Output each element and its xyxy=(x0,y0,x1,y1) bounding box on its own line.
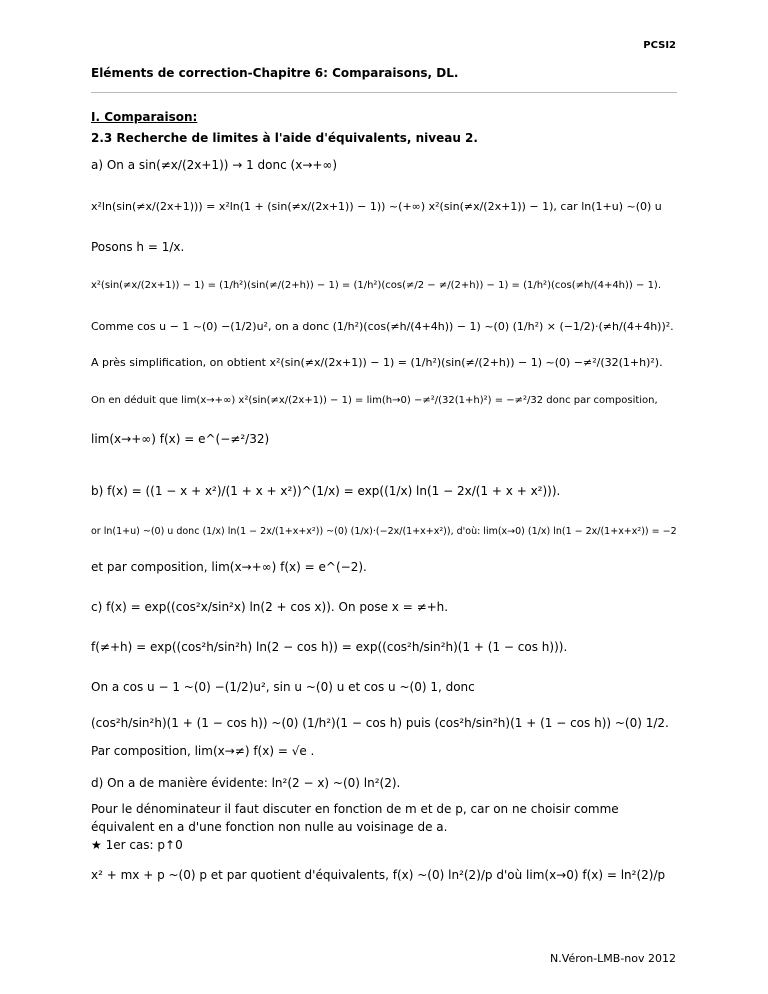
course-label: PCSI2 xyxy=(643,40,676,51)
math-line: x²ln(sin(≠x/(2x+1))) = x²ln(1 + (sin(≠x/(2x+1)) − 1)) ~(+∞) x²(sin(≠x/(2x+1)) − 1), car ln(1+u) ~(0) u xyxy=(91,200,662,213)
math-line: (cos²h/sin²h)(1 + (1 − cos h)) ~(0) (1/h²)(1 − cos h) puis (cos²h/sin²h)(1 + (1 − cos h)) ~(0) 1/2. xyxy=(91,716,669,730)
math-line: a) On a sin(≠x/(2x+1)) → 1 donc (x→+∞) xyxy=(91,158,338,172)
math-line: ★ 1er cas: p↑0 xyxy=(91,838,183,852)
math-line: On en déduit que lim(x→+∞) x²(sin(≠x/(2x+1)) − 1) = lim(h→0) −≠²/(32(1+h)²) = −≠²/32 donc par composition, xyxy=(91,395,658,406)
math-line: et par composition, lim(x→+∞) f(x) = e^(−2). xyxy=(91,560,367,574)
document-title: Eléments de correction-Chapitre 6: Comparaisons, DL. xyxy=(91,66,459,80)
math-line: On a cos u − 1 ~(0) −(1/2)u², sin u ~(0) u et cos u ~(0) 1, donc xyxy=(91,680,475,694)
math-line: Par composition, lim(x→≠) f(x) = √e . xyxy=(91,744,315,758)
math-line: f(≠+h) = exp((cos²h/sin²h) ln(2 − cos h)) = exp((cos²h/sin²h)(1 + (1 − cos h))). xyxy=(91,640,568,654)
math-line: Comme cos u − 1 ~(0) −(1/2)u², on a donc (1/h²)(cos(≠h/(4+4h)) − 1) ~(0) (1/h²) × (−1/2)·(≠h/(4+4h))². xyxy=(91,320,674,333)
section-subheading: 2.3 Recherche de limites à l'aide d'équivalents, niveau 2. xyxy=(91,131,478,145)
section-heading: I. Comparaison: xyxy=(91,110,198,124)
math-line: or ln(1+u) ~(0) u donc (1/x) ln(1 − 2x/(1+x+x²)) ~(0) (1/x)·(−2x/(1+x+x²)), d'où: lim(x→0) (1/x) ln(1 − 2x/(1+x+x²)) = −2 xyxy=(91,526,677,537)
math-line: c) f(x) = exp((cos²x/sin²x) ln(2 + cos x)). On pose x = ≠+h. xyxy=(91,600,449,614)
math-line: d) On a de manière évidente: ln²(2 − x) ~(0) ln²(2). xyxy=(91,776,401,790)
math-line: x²(sin(≠x/(2x+1)) − 1) = (1/h²)(sin(≠/(2+h)) − 1) = (1/h²)(cos(≠/2 − ≠/(2+h)) − 1) = (1/h²)(cos(≠h/(4+4h)) − 1). xyxy=(91,280,662,291)
header-divider xyxy=(91,92,677,93)
math-line: équivalent en a d'une fonction non nulle au voisinage de a. xyxy=(91,820,448,834)
math-line: Pour le dénominateur il faut discuter en fonction de m et de p, car on ne choisir comme xyxy=(91,802,619,816)
math-line: lim(x→+∞) f(x) = e^(−≠²/32) xyxy=(91,432,270,446)
math-line: b) f(x) = ((1 − x + x²)/(1 + x + x²))^(1/x) = exp((1/x) ln(1 − 2x/(1 + x + x²))). xyxy=(91,484,561,498)
math-line: x² + mx + p ~(0) p et par quotient d'équivalents, f(x) ~(0) ln²(2)/p d'où lim(x→0) f(x) = ln²(2)/p xyxy=(91,868,666,882)
math-line: A près simplification, on obtient x²(sin(≠x/(2x+1)) − 1) = (1/h²)(sin(≠/(2+h)) − 1) ~(0) −≠²/(32(1+h)²). xyxy=(91,356,663,369)
math-line: Posons h = 1/x. xyxy=(91,240,185,254)
footer-credit: N.Véron-LMB-nov 2012 xyxy=(550,952,676,965)
